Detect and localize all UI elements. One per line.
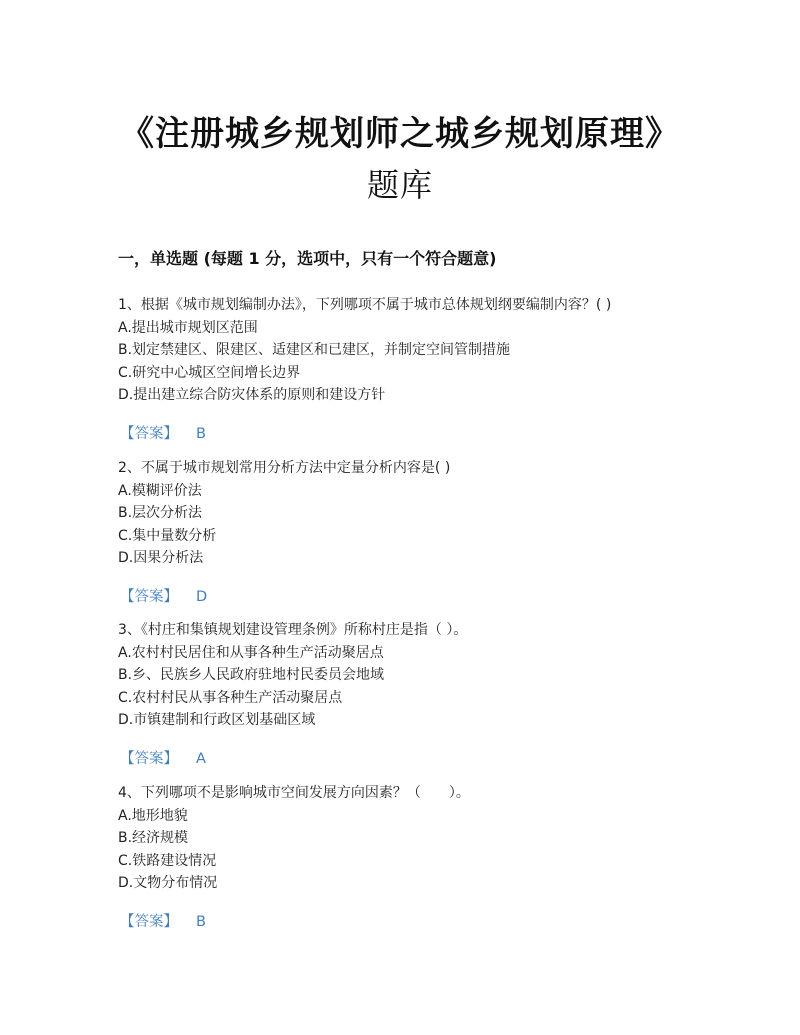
answer-value: D — [196, 588, 208, 605]
option-c: C.研究中心城区空间增长边界 — [118, 364, 301, 381]
option-b: B.层次分析法 — [118, 505, 203, 521]
question-2 — [118, 457, 718, 606]
answer-value: B — [196, 913, 206, 930]
option-d: D.因果分析法 — [118, 550, 204, 566]
option-a: A.地形地貌 — [118, 807, 188, 824]
option-a: A.农村村民居住和从事各种生产活动聚居点 — [118, 644, 384, 661]
option-c: C.铁路建设情况 — [118, 852, 217, 869]
question-4 — [118, 782, 718, 931]
answer-line — [118, 585, 718, 606]
answer-line — [118, 422, 718, 443]
question-1 — [118, 294, 718, 443]
option-c: C.集中量数分析 — [118, 527, 217, 544]
question-stem: 3、《村庄和集镇规划建设管理条例》所称村庄是指（ ）。 — [118, 622, 468, 638]
document-title-line2: 题库 — [366, 166, 433, 204]
section-heading: 一，单选题 (每题 1 分，选项中，只有一个符合题意) — [118, 249, 497, 268]
answer-value: B — [196, 425, 206, 442]
option-a: A.模糊评价法 — [118, 482, 202, 499]
option-d: D.提出建立综合防灾体系的原则和建设方针 — [118, 387, 386, 403]
answer-label: 【答案】 — [120, 425, 178, 442]
answer-label: 【答案】 — [120, 588, 178, 605]
option-d: D.文物分布情况 — [118, 875, 218, 891]
option-b: B.划定禁建区、限建区、适建区和已建区，并制定空间管制措施 — [118, 342, 511, 358]
question-stem: 1、根据《城市规划编制办法》，下列哪项不属于城市总体规划纲要编制内容？( ) — [118, 297, 612, 313]
document-title-line1: 《注册城乡规划师之城乡规划原理》 — [120, 114, 680, 154]
option-c: C.农村村民从事各种生产活动聚居点 — [118, 689, 343, 706]
answer-line — [118, 747, 718, 768]
answer-label: 【答案】 — [120, 750, 178, 767]
question-stem: 4、下列哪项不是影响城市空间发展方向因素？（ ）。 — [118, 785, 470, 801]
option-a: A.提出城市规划区范围 — [118, 319, 258, 336]
question-stem: 2、不属于城市规划常用分析方法中定量分析内容是( ) — [118, 460, 451, 476]
option-b: B.经济规模 — [118, 830, 189, 846]
option-b: B.乡、民族乡人民政府驻地村民委员会地域 — [118, 667, 385, 683]
answer-line — [118, 910, 718, 931]
answer-label: 【答案】 — [120, 913, 178, 930]
question-3 — [118, 619, 718, 768]
answer-value: A — [196, 750, 206, 767]
option-d: D.市镇建制和行政区划基础区域 — [118, 712, 316, 728]
